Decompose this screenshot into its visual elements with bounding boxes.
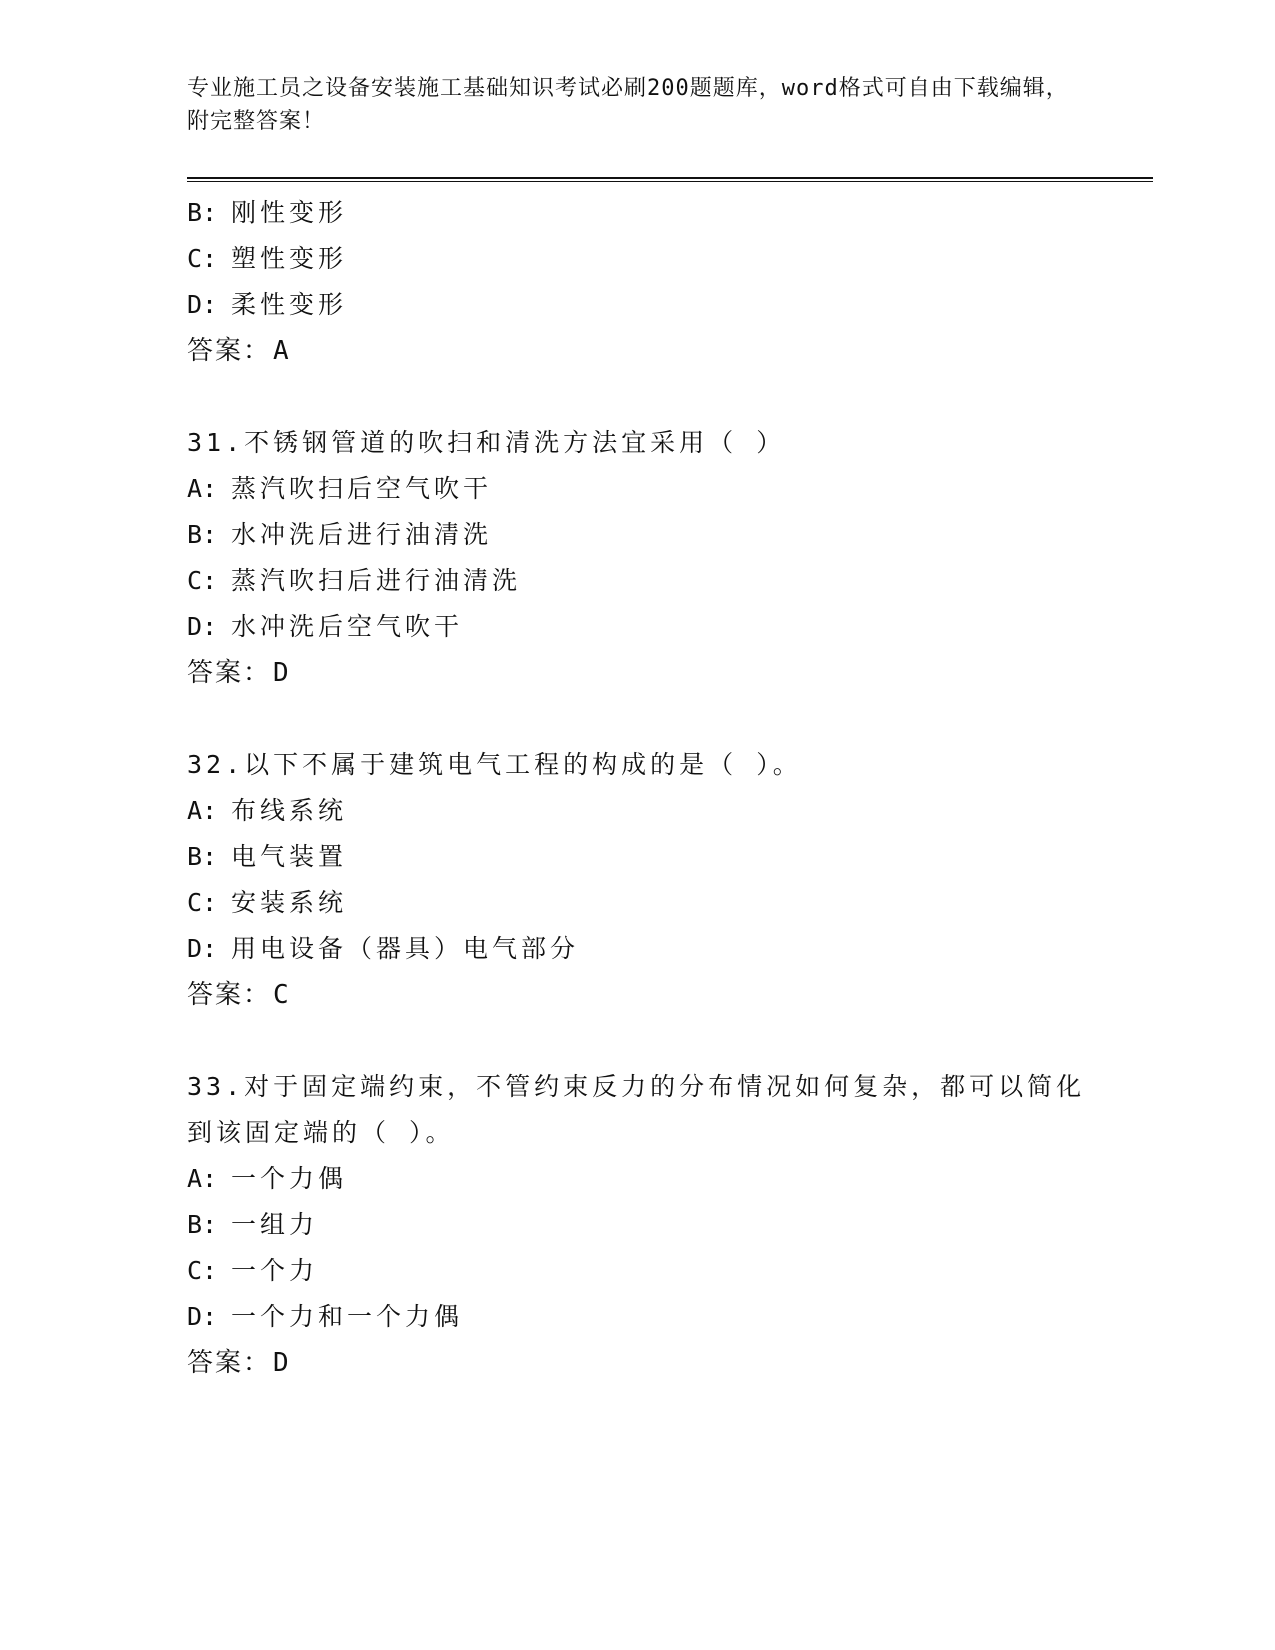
answer-value: D [273, 658, 291, 688]
answer-label: 答案： [187, 1348, 272, 1378]
option-text: 刚性变形 [231, 198, 348, 227]
answer-line [187, 650, 1087, 696]
question-stem: 33.对于固定端约束，不管约束反力的分布情况如何复杂，都可以简化到该固定端的（ ）。 [187, 1072, 1086, 1147]
option-label: D: [187, 612, 218, 641]
answer-line [187, 1340, 1087, 1386]
option-label: C: [187, 1256, 218, 1285]
option-label: B: [187, 1210, 218, 1239]
question-stem: 31.不锈钢管道的吹扫和清洗方法宜采用（ ） [187, 428, 786, 457]
option-a [187, 788, 1087, 834]
option-b [187, 1202, 1087, 1248]
option-label: A: [187, 1164, 218, 1193]
option-c [187, 558, 1087, 604]
answer-label: 答案： [187, 658, 272, 688]
document-header: 专业施工员之设备安装施工基础知识考试必刷200题题库，word格式可自由下载编辑，附完整答案！ [187, 76, 1069, 134]
answer-line [187, 972, 1087, 1018]
answer-value: D [273, 1348, 291, 1378]
option-c [187, 880, 1087, 926]
partial-question [187, 190, 1087, 374]
option-text: 用电设备（器具）电气部分 [231, 934, 580, 963]
question-gap [187, 1018, 1087, 1064]
option-text: 布线系统 [231, 796, 348, 825]
option-text: 塑性变形 [231, 244, 348, 273]
option-label: A: [187, 796, 218, 825]
option-b [187, 512, 1087, 558]
answer-value: A [273, 336, 291, 366]
option-text: 水冲洗后进行油清洗 [231, 520, 493, 549]
option-label: B: [187, 842, 218, 871]
question-gap [187, 696, 1087, 742]
option-text: 一个力偶 [231, 1164, 348, 1193]
option-text: 安装系统 [231, 888, 348, 917]
option-a [187, 1156, 1087, 1202]
answer-value: C [273, 980, 291, 1010]
question-31 [187, 420, 1087, 696]
option-c [187, 236, 1087, 282]
answer-line [187, 328, 1087, 374]
option-c [187, 1248, 1087, 1294]
option-d [187, 1294, 1087, 1340]
option-label: D: [187, 1302, 218, 1331]
option-text: 柔性变形 [231, 290, 348, 319]
option-d [187, 282, 1087, 328]
question-33 [187, 1064, 1087, 1386]
option-text: 蒸汽吹扫后进行油清洗 [231, 566, 522, 595]
answer-label: 答案： [187, 336, 272, 366]
option-d [187, 604, 1087, 650]
option-text: 蒸汽吹扫后空气吹干 [231, 474, 493, 503]
option-text: 一组力 [231, 1210, 319, 1239]
option-text: 一个力和一个力偶 [231, 1302, 464, 1331]
option-label: C: [187, 566, 218, 595]
option-label: D: [187, 934, 218, 963]
option-a [187, 466, 1087, 512]
question-32 [187, 742, 1087, 1018]
option-b [187, 190, 1087, 236]
option-label: A: [187, 474, 218, 503]
option-text: 电气装置 [231, 842, 348, 871]
option-d [187, 926, 1087, 972]
question-list [187, 190, 1087, 1386]
question-gap [187, 374, 1087, 420]
option-text: 水冲洗后空气吹干 [231, 612, 464, 641]
option-label: B: [187, 198, 218, 227]
option-text: 一个力 [231, 1256, 319, 1285]
header-divider [187, 177, 1153, 182]
option-label: B: [187, 520, 218, 549]
option-label: C: [187, 244, 218, 273]
answer-label: 答案： [187, 980, 272, 1010]
option-b [187, 834, 1087, 880]
option-label: D: [187, 290, 218, 319]
question-stem: 32.以下不属于建筑电气工程的构成的是（ ）。 [187, 750, 802, 779]
option-label: C: [187, 888, 218, 917]
